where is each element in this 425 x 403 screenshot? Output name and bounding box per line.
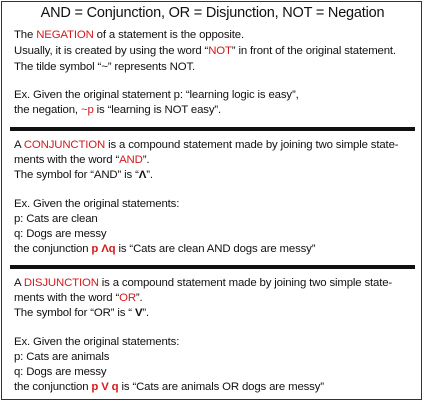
- text: ”.: [142, 154, 150, 166]
- disjunction-result: [14, 381, 324, 393]
- text: ”.: [135, 292, 143, 304]
- symbol-or: V: [134, 307, 143, 319]
- text: A: [14, 139, 24, 151]
- text: ments with the word “: [14, 154, 120, 166]
- negation-symbol: The tilde symbol “~” represents NOT.: [14, 61, 196, 73]
- text: The: [14, 29, 37, 41]
- conjunction-example-heading: Ex. Given the original statements:: [14, 198, 180, 210]
- conjunction-definition: [14, 139, 398, 151]
- text: Usually, it is created by using the word “: [14, 45, 209, 57]
- negation-result: [14, 104, 221, 116]
- word-or: OR: [119, 292, 136, 304]
- word-not: NOT: [208, 45, 232, 57]
- disjunction-definition-cont: [14, 292, 143, 304]
- text: A: [14, 277, 24, 289]
- negation-definition: [14, 29, 244, 41]
- term-conjunction: CONJUNCTION: [23, 139, 106, 151]
- symbol-p-and-q: p Λq: [91, 243, 116, 255]
- text: The symbol for “AND” is “: [14, 169, 139, 181]
- text: the conjunction: [14, 243, 92, 255]
- symbol-not-p: ~p: [80, 104, 94, 116]
- conjunction-symbol: [14, 169, 153, 181]
- conjunction-statement-p: p: Cats are clean: [14, 213, 98, 225]
- conjunction-statement-q: q: Dogs are messy: [14, 228, 107, 240]
- text: is “Cats are clean AND dogs are messy”: [115, 243, 316, 255]
- disjunction-symbol: [14, 307, 149, 319]
- disjunction-statement-q: q: Dogs are messy: [14, 366, 107, 378]
- term-disjunction: DISJUNCTION: [23, 277, 99, 289]
- disjunction-example-heading: Ex. Given the original statements:: [14, 336, 180, 348]
- term-negation: NEGATION: [36, 29, 94, 41]
- text: is a compound statement made by joining two simple state-: [105, 139, 399, 151]
- page-title: AND = Conjunction, OR = Disjunction, NOT = Negation: [40, 5, 385, 21]
- section-divider: [10, 127, 415, 131]
- text: ”.: [146, 169, 153, 181]
- text: is a compound statement made by joining two simple state-: [98, 277, 393, 289]
- conjunction-definition-cont: [14, 154, 149, 166]
- disjunction-definition: [14, 277, 392, 289]
- text: The symbol for “OR” is “: [14, 307, 135, 319]
- word-and: AND: [119, 154, 143, 166]
- symbol-p-or-q: p V q: [91, 381, 119, 393]
- content-frame: [1, 1, 422, 400]
- text: the conjunction: [14, 381, 92, 393]
- disjunction-statement-p: p: Cats are animals: [14, 351, 110, 363]
- conjunction-result: [14, 243, 315, 255]
- text: ments with the word “: [14, 292, 120, 304]
- negation-usage: [14, 45, 396, 57]
- symbol-and: Λ: [138, 169, 147, 181]
- text: the negation,: [14, 104, 81, 116]
- negation-example: Ex. Given the original statement p: “learning logic is easy”,: [14, 89, 299, 101]
- text: ”.: [142, 307, 150, 319]
- text: of a statement is the opposite.: [93, 29, 244, 41]
- text: is “learning is NOT easy”.: [93, 104, 222, 116]
- text: ” in front of the original statement.: [231, 45, 396, 57]
- section-divider: [10, 265, 415, 269]
- text: is “Cats are animals OR dogs are messy”: [118, 381, 324, 393]
